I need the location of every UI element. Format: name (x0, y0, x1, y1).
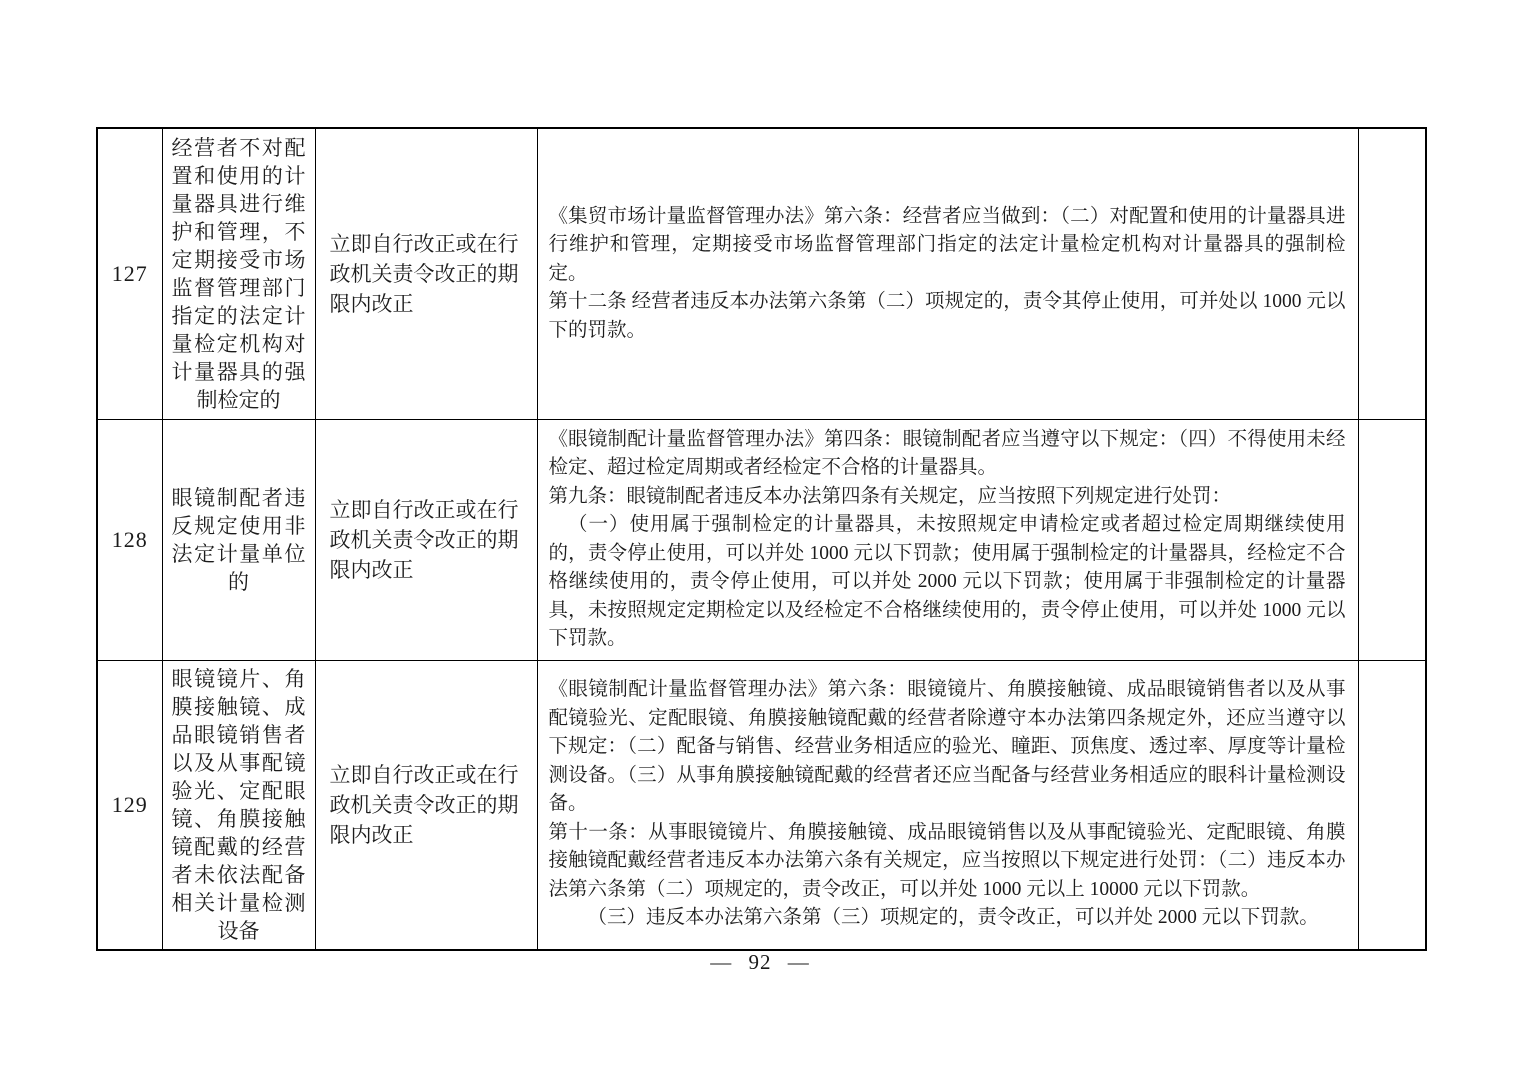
table-row-128 (97, 419, 1426, 660)
legal-paragraph: （三）违反本办法第六条第（三）项规定的，责令改正，可以并处 2000 元以下罚款。 (587, 907, 1319, 929)
violation-cell: 眼镜制配者违反规定使用非法定计量单位的 (162, 419, 315, 660)
row-number: 128 (97, 419, 162, 660)
table-row-127 (97, 128, 1426, 419)
notes-cell (1358, 128, 1426, 419)
legal-basis-cell (537, 419, 1358, 660)
legal-paragraph: 第十一条：从事眼镜镜片、角膜接触镜、成品眼镜销售以及从事配镜验光、定配眼镜、角膜接触镜配戴经营者违反本办法第六条有关规定，应当按照以下规定进行处罚：（二）违反本办法第六条第（二）项规定的，责令改正，可以并处 1000 元以上 10000 元以下罚款。 (548, 821, 1346, 900)
legal-basis-cell (537, 660, 1358, 950)
legal-paragraph: 第十二条 经营者违反本办法第六条第（二）项规定的，责令其停止使用，可并处以 1000 元以下的罚款。 (548, 291, 1346, 341)
legal-paragraph: 第九条：眼镜制配者违反本办法第四条有关规定，应当按照下列规定进行处罚： (548, 485, 1232, 507)
notes-cell (1358, 419, 1426, 660)
legal-paragraph: 《眼镜制配计量监督管理办法》第六条：眼镜镜片、角膜接触镜、成品眼镜销售者以及从事配镜验光、定配眼镜、角膜接触镜配戴的经营者除遵守本办法第四条规定外，还应当遵守以下规定：（二）配备与销售、经营业务相适应的验光、瞳距、顶焦度、透过率、厚度等计量检测设备。（三）从事角膜接触镜配戴的经营者还应当配备与经营业务相适应的眼科计量检测设备。 (548, 679, 1346, 815)
violation-cell: 经营者不对配置和使用的计量器具进行维护和管理，不定期接受市场监督管理部门指定的法定计量检定机构对计量器具的强制检定的 (162, 128, 315, 419)
violation-cell: 眼镜镜片、角膜接触镜、成品眼镜销售者以及从事配镜验光、定配眼镜、角膜接触镜配戴的经营者未依法配备相关计量检测设备 (162, 660, 315, 950)
table-row-129 (97, 660, 1426, 950)
correction-cell: 立即自行改正或在行政机关责令改正的期限内改正 (315, 128, 537, 419)
notes-cell (1358, 660, 1426, 950)
correction-cell: 立即自行改正或在行政机关责令改正的期限内改正 (315, 419, 537, 660)
page-number: — 92 — (710, 950, 810, 974)
legal-paragraph: 《集贸市场计量监督管理办法》第六条：经营者应当做到：（二）对配置和使用的计量器具进行维护和管理，定期接受市场监督管理部门指定的法定计量检定机构对计量器具的强制检定。 (548, 205, 1346, 284)
legal-paragraph: （一）使用属于强制检定的计量器具，未按照规定申请检定或者超过检定周期继续使用的，责令停止使用，可以并处 1000 元以下罚款；使用属于强制检定的计量器具，经检定不合格继续使用的，责令停止使用，可以并处 2000 元以下罚款；使用属于非强制检定的计量器具，未按照规定定期检定以及经检定不合格继续使用的，责令停止使用，可以并处 1000 元以下罚款。 (548, 514, 1346, 649)
legal-paragraph: 《眼镜制配计量监督管理办法》第四条：眼镜制配者应当遵守以下规定：（四）不得使用未经检定、超过检定周期或者经检定不合格的计量器具。 (548, 428, 1346, 478)
regulation-penalty-table (96, 127, 1427, 951)
legal-basis-cell (537, 128, 1358, 419)
row-number: 129 (97, 660, 162, 950)
row-number: 127 (97, 128, 162, 419)
correction-cell: 立即自行改正或在行政机关责令改正的期限内改正 (315, 660, 537, 950)
